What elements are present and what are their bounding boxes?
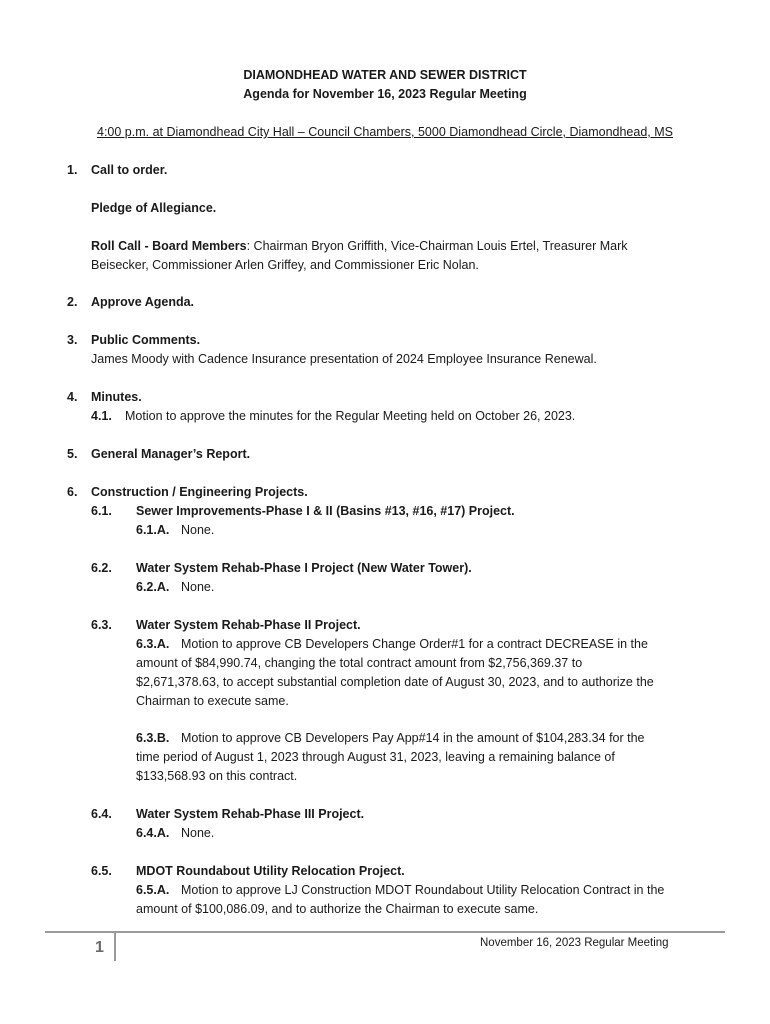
project-6-3-b-line-2: time period of August 1, 2023 through August 31, 2023, leaving a remaining balance of (136, 750, 615, 764)
project-6-3-a-line-3: $2,671,378.63, to accept substantial completion date of August 30, 2023, and to authorize the (136, 675, 654, 689)
project-6-3-b-line-1: Motion to approve CB Developers Pay App#14 in the amount of $104,283.34 for the (181, 731, 645, 745)
project-6-1-number: 6.1. (91, 504, 112, 518)
project-6-3-a-line-4: Chairman to execute same. (136, 694, 289, 708)
project-6-5-number: 6.5. (91, 864, 112, 878)
project-6-3-number: 6.3. (91, 618, 112, 632)
project-6-3-a-line-2: amount of $84,990.74, changing the total contract amount from $2,756,369.37 to (136, 656, 583, 670)
project-6-4-a-text: None. (181, 826, 215, 840)
project-6-4-title: Water System Rehab-Phase III Project. (136, 807, 365, 821)
project-6-2-number: 6.2. (91, 561, 112, 575)
item-1-title: Call to order. (91, 163, 168, 177)
footer-divider (45, 931, 725, 933)
project-6-5-a-label: 6.5.A. (136, 883, 170, 897)
roll-call-line-1 (91, 239, 628, 253)
project-6-4-number: 6.4. (91, 807, 112, 821)
item-3-title: Public Comments. (91, 333, 201, 347)
item-4-number: 4. (67, 390, 78, 404)
footer-page-bar (114, 933, 116, 961)
item-3-text: James Moody with Cadence Insurance presentation of 2024 Employee Insurance Renewal. (91, 352, 597, 366)
project-6-1-a-text: None. (181, 523, 215, 537)
item-1-number: 1. (67, 163, 78, 177)
item-5-number: 5. (67, 447, 78, 461)
roll-call-members: : Chairman Bryon Griffith, Vice-Chairman Louis Ertel, Treasurer Mark (246, 239, 628, 253)
meeting-location: 4:00 p.m. at Diamondhead City Hall – Council Chambers, 5000 Diamondhead Circle, Diamondhead, MS (97, 125, 673, 139)
project-6-1-title: Sewer Improvements-Phase I & II (Basins #13, #16, #17) Project. (136, 504, 515, 518)
project-6-4-a-label: 6.4.A. (136, 826, 170, 840)
project-6-5-a-line-1: Motion to approve LJ Construction MDOT Roundabout Utility Relocation Contract in the (181, 883, 665, 897)
project-6-1-a-label: 6.1.A. (136, 523, 170, 537)
item-3-number: 3. (67, 333, 78, 347)
item-2-title: Approve Agenda. (91, 295, 195, 309)
item-4-title: Minutes. (91, 390, 142, 404)
page-number: 1 (95, 939, 104, 956)
project-6-5-title: MDOT Roundabout Utility Relocation Project. (136, 864, 405, 878)
agenda-subtitle: Agenda for November 16, 2023 Regular Meeting (243, 87, 527, 101)
project-6-3-b-line-3: $133,568.93 on this contract. (136, 769, 298, 783)
project-6-3-a-line-1: Motion to approve CB Developers Change Order#1 for a contract DECREASE in the (181, 637, 648, 651)
org-title: DIAMONDHEAD WATER AND SEWER DISTRICT (243, 68, 527, 82)
project-6-2-a-label: 6.2.A. (136, 580, 170, 594)
item-6-title: Construction / Engineering Projects. (91, 485, 308, 499)
project-6-3-a-label: 6.3.A. (136, 637, 170, 651)
item-2-number: 2. (67, 295, 78, 309)
roll-call-line-2: Beisecker, Commissioner Arlen Griffey, and Commissioner Eric Nolan. (91, 258, 479, 272)
footer-meeting-date: November 16, 2023 Regular Meeting (480, 937, 669, 949)
project-6-2-title: Water System Rehab-Phase I Project (New Water Tower). (136, 561, 472, 575)
project-6-3-b-label: 6.3.B. (136, 731, 170, 745)
item-4-1-text: Motion to approve the minutes for the Regular Meeting held on October 26, 2023. (125, 409, 576, 423)
project-6-5-a-line-2: amount of $100,086.09, and to authorize the Chairman to execute same. (136, 902, 539, 916)
item-5-title: General Manager’s Report. (91, 447, 251, 461)
roll-call-label: Roll Call - Board Members (91, 239, 247, 253)
item-4-1-number: 4.1. (91, 409, 112, 423)
pledge-text: Pledge of Allegiance. (91, 201, 217, 215)
item-6-number: 6. (67, 485, 78, 499)
project-6-3-title: Water System Rehab-Phase II Project. (136, 618, 361, 632)
project-6-2-a-text: None. (181, 580, 215, 594)
